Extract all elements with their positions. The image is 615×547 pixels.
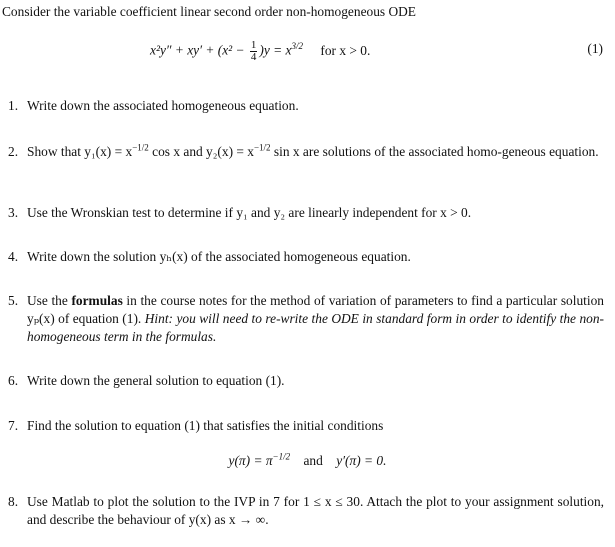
- list-item: 7. Find the solution to equation (1) that satisfies the initial conditions: [8, 418, 384, 433]
- list-item: 2. Show that $y_1(x) = x^{-1/2}$ cos x and $y_2(x) = x^{-1/2}$ sin x are solutions of the associated homo-geneous equation.: [8, 142, 599, 159]
- main-equation-row: [0, 40, 615, 66]
- equation-number: (1): [587, 41, 603, 56]
- list-item: 8. Use Matlab to plot the solution to the IVP in 7 for 1 ≤ x ≤ 30. Attach the plot to your assignment solution, and describe the behaviour of y(x) as x → ∞.: [8, 494, 604, 527]
- equation-fraction: $\frac{1}{4}$: [250, 39, 257, 63]
- list-item: 3. Use the Wronskian test to determine if y₁ and y₂ are linearly independent for x > 0.: [8, 205, 472, 220]
- equation-rhs-exponent: 3/2: [291, 41, 303, 52]
- equation-lhs: x²y″ + xy′ + (x² −: [150, 42, 248, 58]
- list-item: 1. Write down the associated homogeneous equation.: [8, 98, 299, 113]
- equation-condition: for x > 0.: [320, 42, 371, 58]
- main-equation: [150, 40, 370, 63]
- equation-rhs: )y = x: [259, 42, 292, 58]
- initial-conditions-equation: $y(\pi) = \pi^{-1/2}$ and y′(π) = 0.: [228, 451, 387, 468]
- list-item: 4. Write down the solution yₕ(x) of the associated homogeneous equation.: [8, 249, 411, 264]
- intro-text: Consider the variable coefficient linear second order non-homogeneous ODE: [2, 4, 416, 19]
- list-item: 6. Write down the general solution to equation (1).: [8, 373, 285, 388]
- list-item: 5. Use the formulas in the course notes for the method of variation of parameters to find a particular solution yₚ(x) of equation (1). Hint: you will need to re-write the ODE in standard form in order to identify the non-homogeneous term in the formulas.: [8, 293, 604, 344]
